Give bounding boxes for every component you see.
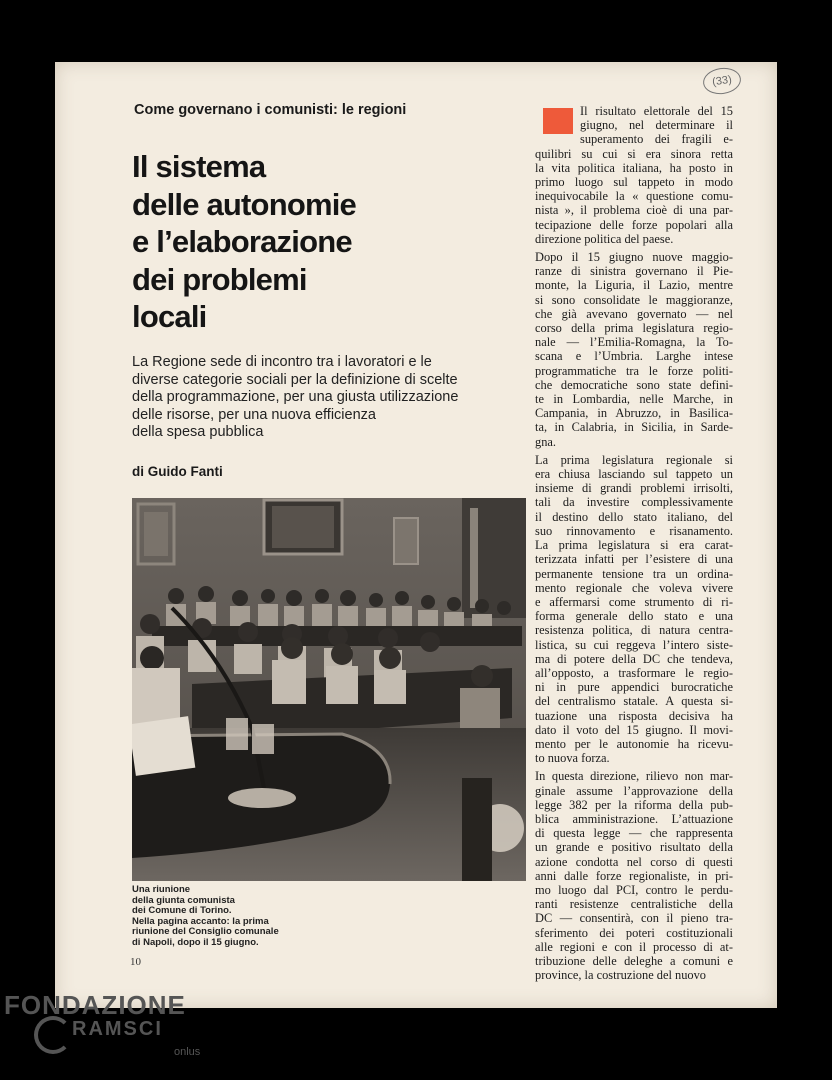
body-line: un grande e positivo risultato della <box>535 840 733 855</box>
body-line: ta, in Calabria, in Sicilia, in Sarde- <box>535 420 733 435</box>
body-line: e affermarsi come strumento di ri- <box>535 594 733 609</box>
subtitle-line: La Regione sede di incontro tra i lavoratori e le <box>132 354 432 370</box>
magazine-page <box>55 62 777 1008</box>
body-line: permanente tensione tra un ordina- <box>535 566 733 581</box>
body-line: DC — consentirà, con il pieno tra- <box>535 911 733 926</box>
headline <box>132 148 442 336</box>
headline-line: dei problemi <box>132 261 307 297</box>
body-line: tali da investire complessivamente <box>535 495 733 510</box>
body-line: azione condotta nel corso di questi <box>535 854 733 869</box>
body-line: quilibri su cui si era sinora retta <box>535 146 733 161</box>
body-line: Campania, in Abruzzo, in Basilica- <box>535 406 733 421</box>
body-line: ni in pure appendici burocratiche <box>535 680 733 695</box>
watermark-g-logo-icon <box>34 1016 72 1054</box>
watermark-line1: FONDAZIONE <box>4 990 186 1020</box>
subtitle-line: della programmazione, per una giusta utilizzazione <box>132 389 459 405</box>
body-line: di questa legge — che rappresenta <box>535 826 733 841</box>
caption-line: della giunta comunista <box>132 894 235 906</box>
subtitle <box>132 354 512 442</box>
body-line: ranze di sinistra governano il Pie- <box>535 264 733 279</box>
subtitle-line: delle risorse, per una nuova efficienza <box>132 406 376 423</box>
photo-illustration <box>132 498 526 881</box>
body-line: legge 382 per la riforma della pub- <box>535 797 733 812</box>
body-line: che democratiche sono state defini- <box>535 377 733 392</box>
body-line: Dopo il 15 giugno nuove maggio- <box>535 250 733 265</box>
body-line: nale — l’Emilia-Romagna, la To- <box>535 335 733 350</box>
body-line: mo luogo dal PCI, contro le perdu- <box>535 882 733 897</box>
body-line: programmatiche tra le forze politi- <box>535 363 733 378</box>
watermark-line3: onlus <box>174 1046 201 1058</box>
body-line: Il risultato elettorale del 15 <box>580 104 733 118</box>
body-line: il destino dello stato italiano, del <box>535 509 733 524</box>
body-line: tecipazione delle forze popolari alla <box>535 217 733 232</box>
body-line: che già avevano governato — nel <box>535 306 733 321</box>
headline-line: locali <box>132 299 207 334</box>
body-line: ranti resistenze centralistiche della <box>535 897 733 912</box>
body-line: resistenza politica, di natura centra- <box>535 623 733 638</box>
body-line: La prima legislatura si era carat- <box>535 538 733 553</box>
body-line: blica amministrazione. L’attuazione <box>535 811 733 826</box>
caption-line: riunione del Consiglio comunale <box>132 926 279 937</box>
page-mark: (33) <box>701 65 742 96</box>
body-line: superamento dei fragili e- <box>580 132 733 147</box>
body-line: tuazione una risposta decisiva ha <box>535 708 733 723</box>
body-line: si sono consolidate le maggioranze, <box>535 292 733 307</box>
body-line: corso della prima legislatura regio- <box>535 321 733 336</box>
body-line: to nuova forza. <box>535 751 610 766</box>
body-line: scana e l’Umbria. Larghe intese <box>535 349 733 364</box>
body-line: la vita politica italiana, ha posto in <box>535 160 733 175</box>
body-line: In questa direzione, rilievo non mar- <box>535 769 733 784</box>
body-line: inequivocabile la « questione comu- <box>535 189 733 204</box>
caption-line: dei Comune di Torino. <box>132 905 232 916</box>
body-line: gna. <box>535 434 556 449</box>
byline: di Guido Fanti <box>132 464 223 479</box>
body-line: te in Lombardia, nelle Marche, in <box>535 392 733 407</box>
body-line: ma di potere della DC che tendeva, <box>535 651 733 666</box>
body-line: province, la costruzione del nuovo <box>535 968 707 983</box>
body-line: del centralismo statale. A questa si- <box>535 694 733 709</box>
body-line: dato il voto del 15 giugno. Il movi- <box>535 722 733 737</box>
subtitle-line: della spesa pubblica <box>132 424 264 440</box>
body-line: tribuzione delle deleghe a comuni e <box>535 953 733 968</box>
body-line: nista », il problema cioè di una par- <box>535 203 733 218</box>
body-line: alle regioni e con il processo di at- <box>535 939 733 954</box>
body-line: monte, la Liguria, il Lazio, mentre <box>535 278 733 293</box>
body-line: anni dalle forze regionaliste, in pri- <box>535 868 733 883</box>
headline-line: delle autonomie <box>132 186 356 222</box>
subtitle-line: diverse categorie sociali per la definizione di scelte <box>132 371 458 388</box>
caption-line: Una riunione <box>132 884 191 895</box>
body-line: mento per le autonomie ha ricevu- <box>535 736 733 751</box>
body-line: forma generale dello stato e una <box>535 609 733 624</box>
council-meeting-photo <box>132 498 526 881</box>
kicker: Come governano i comunisti: le regioni <box>134 102 407 118</box>
body-line: giugno, nel determinare il <box>580 118 733 133</box>
caption-line: di Napoli, dopo il 15 giugno. <box>132 936 259 948</box>
body-line: all’opposto, a trasformare le regio- <box>535 665 733 680</box>
body-line: era chiusa lasciando sul tappeto un <box>535 467 733 482</box>
article-body <box>535 104 733 982</box>
caption-line: Nella pagina accanto: la prima <box>132 915 269 927</box>
body-line: terizzata infatti per l’esistere di una <box>535 552 733 567</box>
page-number: 10 <box>130 956 141 968</box>
body-line: mento regionale che voleva vivere <box>535 580 733 595</box>
body-line: La prima legislatura regionale si <box>535 452 733 467</box>
body-line: sferimento dei poteri costituzionali <box>535 925 733 940</box>
photo-caption <box>132 885 279 948</box>
fondazione-gramsci-watermark <box>4 988 244 1078</box>
headline-line: Il sistema <box>132 149 266 184</box>
body-line: primo luogo sul tappeto in modo <box>535 175 733 190</box>
body-line: listica, su cui reggeva l’intero siste- <box>535 637 733 652</box>
watermark-line2: RAMSCI <box>72 1018 163 1040</box>
body-line: insieme di grandi problemi irrisolti, <box>535 481 733 496</box>
headline-line: e l’elaborazione <box>132 224 352 259</box>
body-line: ginale assume l’approvazione della <box>535 783 733 798</box>
body-line: suo rinnovamento e risanamento. <box>535 523 733 538</box>
body-line: direzione politica del paese. <box>535 231 674 246</box>
